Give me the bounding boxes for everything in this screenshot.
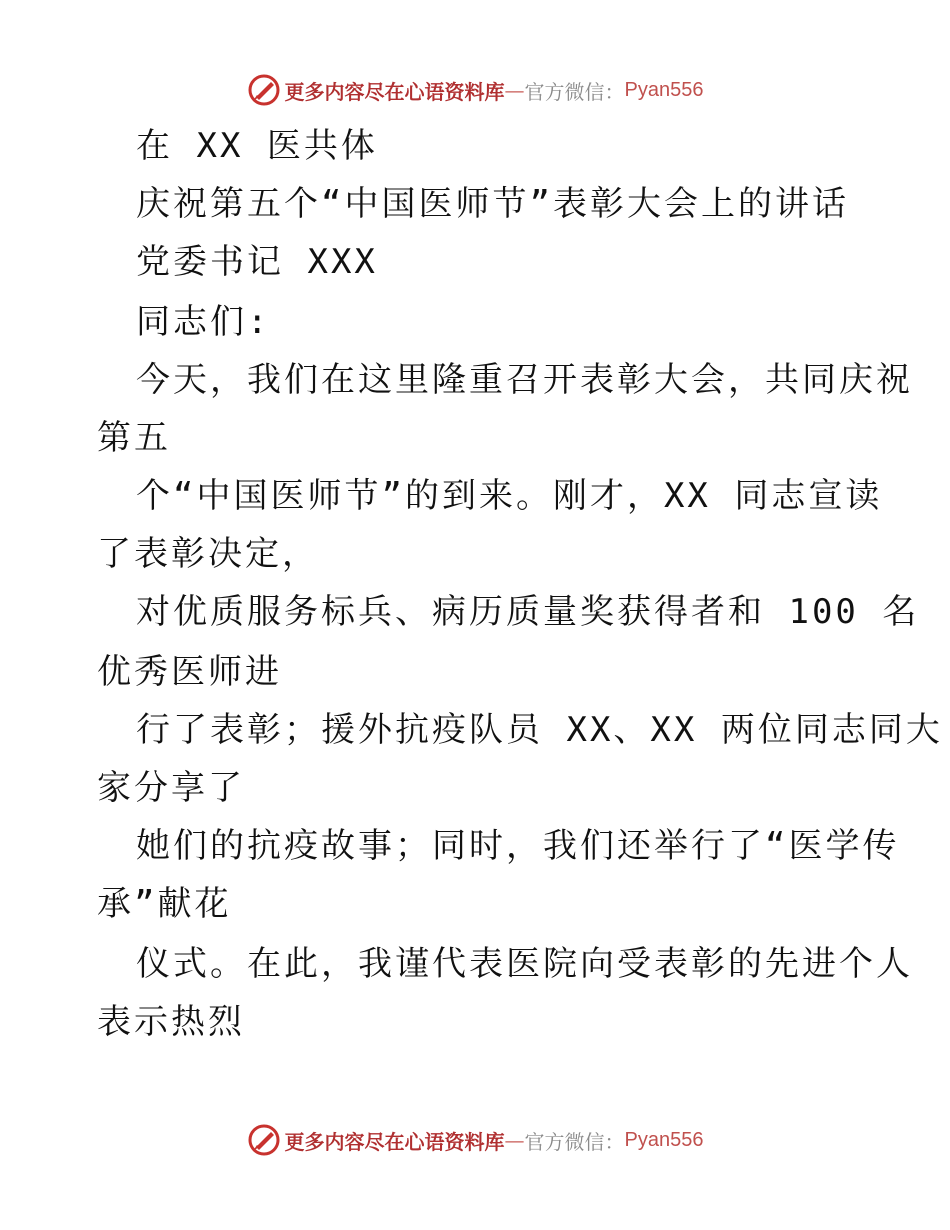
watermark-wechat-id: Pyan556 xyxy=(624,78,704,101)
watermark-brand: 更多内容尽在心语资料库 xyxy=(284,1129,505,1154)
body-line: 承”献花 xyxy=(97,884,232,924)
watermark-separator: — xyxy=(504,78,525,102)
body-line: 表示热烈 xyxy=(97,1002,245,1042)
watermark-brand: 更多内容尽在心语资料库 xyxy=(284,79,505,104)
quill-logo-icon xyxy=(247,1123,281,1157)
title-line-2: 庆祝第五个“中国医师节”表彰大会上的讲话 xyxy=(136,184,849,224)
author-line: 党委书记 XXX xyxy=(136,242,378,282)
watermark-wechat-label: 官方微信： xyxy=(524,79,625,104)
body-line: 了表彰决定， xyxy=(97,534,319,574)
body-line: 优秀医师进 xyxy=(97,652,282,692)
salutation: 同志们: xyxy=(136,302,271,342)
body-line: 今天，我们在这里隆重召开表彰大会，共同庆祝 xyxy=(136,360,913,400)
watermark-banner-bottom xyxy=(0,1120,950,1160)
body-line: 行了表彰；援外抗疫队员 XX、XX 两位同志同大 xyxy=(136,710,943,750)
watermark-wechat-id: Pyan556 xyxy=(624,1128,704,1151)
body-line: 仪式。在此，我谨代表医院向受表彰的先进个人 xyxy=(136,944,913,984)
title-line-1: 在 XX 医共体 xyxy=(136,126,378,166)
body-line: 对优质服务标兵、病历质量奖获得者和 100 名 xyxy=(136,592,920,632)
watermark-wechat-label: 官方微信： xyxy=(524,1129,625,1154)
body-line: 她们的抗疫故事；同时，我们还举行了“医学传 xyxy=(136,826,900,866)
body-line: 个“中国医师节”的到来。刚才，XX 同志宣读 xyxy=(136,476,883,516)
watermark-separator: — xyxy=(504,1128,525,1152)
body-line: 家分享了 xyxy=(97,768,245,808)
body-line: 第五 xyxy=(97,418,171,458)
